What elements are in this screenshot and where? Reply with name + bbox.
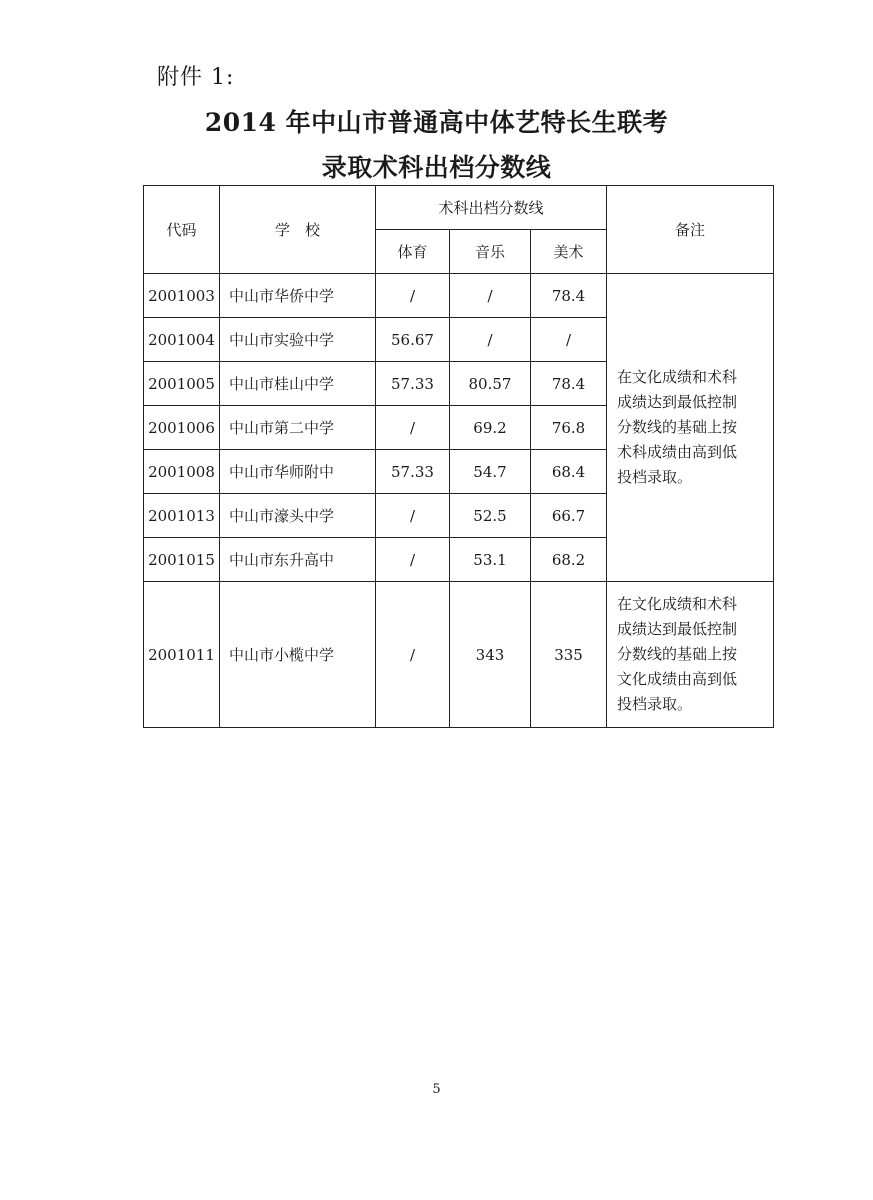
cell-code: 2001004	[144, 318, 220, 362]
cell-sports: /	[376, 494, 450, 538]
cell-code: 2001013	[144, 494, 220, 538]
remark-line: 文化成绩由高到低	[617, 670, 738, 688]
table-row	[144, 582, 774, 728]
cell-art: 335	[531, 582, 607, 728]
cell-art: 66.7	[531, 494, 607, 538]
cell-sports: /	[376, 274, 450, 318]
cell-sports: 56.67	[376, 318, 450, 362]
cell-music: 80.57	[450, 362, 531, 406]
table-row	[144, 274, 774, 318]
cell-art: 78.4	[531, 362, 607, 406]
cell-remark-group1	[607, 274, 774, 582]
cell-school: 中山市华侨中学	[220, 274, 376, 318]
header-art: 美术	[531, 230, 607, 274]
cell-sports: 57.33	[376, 362, 450, 406]
cell-music: 54.7	[450, 450, 531, 494]
header-code: 代码	[144, 186, 220, 274]
cell-art: 76.8	[531, 406, 607, 450]
cell-art: 68.2	[531, 538, 607, 582]
remark-line: 成绩达到最低控制	[617, 620, 738, 638]
remark-line: 术科成绩由高到低	[617, 443, 738, 461]
table-header-row	[144, 186, 774, 230]
remark-line: 在文化成绩和术科	[617, 368, 738, 386]
header-music: 音乐	[450, 230, 531, 274]
remark-line: 在文化成绩和术科	[617, 595, 738, 613]
header-remark: 备注	[607, 186, 774, 274]
cell-music: 343	[450, 582, 531, 728]
cell-school: 中山市桂山中学	[220, 362, 376, 406]
page-number: 5	[432, 1082, 441, 1097]
cell-school: 中山市东升高中	[220, 538, 376, 582]
document-title: 2014 年中山市普通高中体艺特长生联考	[204, 108, 669, 137]
remark-line: 成绩达到最低控制	[617, 393, 738, 411]
cell-school: 中山市实验中学	[220, 318, 376, 362]
header-school: 学 校	[220, 186, 376, 274]
cell-school: 中山市第二中学	[220, 406, 376, 450]
remark-line: 分数线的基础上按	[617, 645, 738, 663]
cell-music: 53.1	[450, 538, 531, 582]
cell-art: /	[531, 318, 607, 362]
cell-sports: 57.33	[376, 450, 450, 494]
cell-school: 中山市华师附中	[220, 450, 376, 494]
cell-music: /	[450, 274, 531, 318]
cell-code: 2001008	[144, 450, 220, 494]
cell-sports: /	[376, 406, 450, 450]
cell-code: 2001006	[144, 406, 220, 450]
remark-line: 分数线的基础上按	[617, 418, 738, 436]
cell-school: 中山市小榄中学	[220, 582, 376, 728]
score-table	[143, 185, 774, 728]
cell-music: 52.5	[450, 494, 531, 538]
cell-art: 78.4	[531, 274, 607, 318]
cell-sports: /	[376, 582, 450, 728]
cell-sports: /	[376, 538, 450, 582]
cell-code: 2001011	[144, 582, 220, 728]
header-sports: 体育	[376, 230, 450, 274]
cell-music: 69.2	[450, 406, 531, 450]
cell-music: /	[450, 318, 531, 362]
cell-code: 2001005	[144, 362, 220, 406]
cell-school: 中山市濠头中学	[220, 494, 376, 538]
attachment-label: 附件 1:	[157, 65, 235, 90]
cell-remark-group2	[607, 582, 774, 728]
cell-art: 68.4	[531, 450, 607, 494]
header-score-group: 术科出档分数线	[376, 186, 607, 230]
remark-line: 投档录取。	[617, 695, 693, 713]
remark-line: 投档录取。	[617, 468, 693, 486]
document-subtitle: 录取术科出档分数线	[321, 153, 552, 182]
cell-code: 2001003	[144, 274, 220, 318]
cell-code: 2001015	[144, 538, 220, 582]
